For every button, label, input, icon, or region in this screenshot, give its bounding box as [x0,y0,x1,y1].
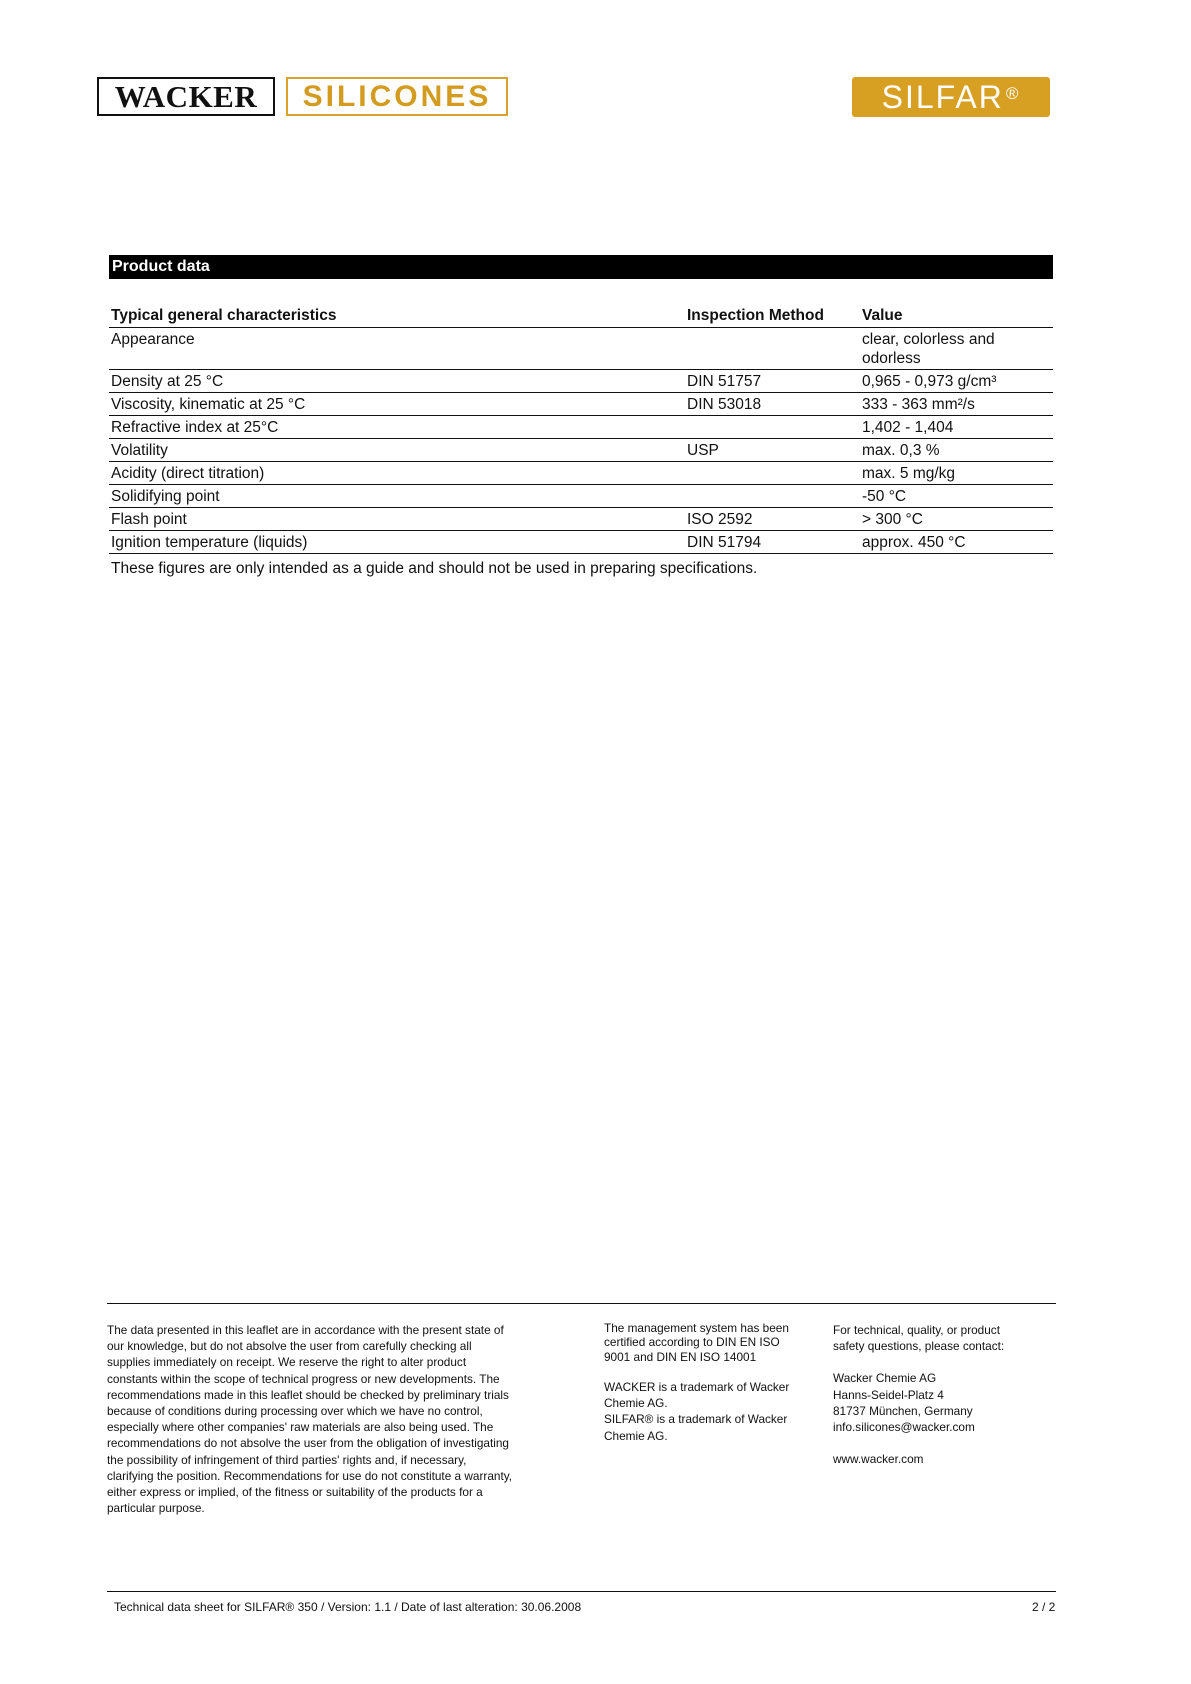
trademark-line: Chemie AG. [604,1396,668,1411]
cell-value: max. 0,3 % [860,439,1053,462]
table-row [109,462,1053,485]
header-value: Value [860,304,1053,328]
table-row [109,531,1053,554]
cell-characteristic: Flash point [109,508,685,531]
footer-divider-bottom [107,1591,1056,1592]
cell-method [685,462,860,485]
cell-characteristic: Appearance [109,328,685,370]
cell-value: 333 - 363 mm²/s [860,393,1053,416]
certification-line: The management system has been [604,1321,789,1335]
cell-value: approx. 450 °C [860,531,1053,554]
disclaimer-line: especially where other companies' raw materials are also being used. The [107,1420,494,1435]
silfar-logo-text: SILFAR [881,78,1004,115]
footer-contact [833,1322,1048,1467]
cell-characteristic: Solidifying point [109,485,685,508]
cell-characteristic: Volatility [109,439,685,462]
product-data-table [109,304,1053,554]
disclaimer-line: clarifying the position. Recommendations for use do not constitute a warranty, [107,1468,513,1483]
cell-characteristic: Viscosity, kinematic at 25 °C [109,393,685,416]
cell-method: DIN 51794 [685,531,860,554]
table-row [109,416,1053,439]
spacer [833,1435,1048,1451]
section-title: Product data [109,255,1053,279]
sheet-info: Technical data sheet for SILFAR® 350 / Version: 1.1 / Date of last alteration: 30.06.2008 [114,1600,582,1614]
spacer [833,1354,1048,1370]
contact-intro-line: For technical, quality, or product [833,1323,1000,1337]
cell-characteristic: Refractive index at 25°C [109,416,685,439]
cell-value: 1,402 - 1,404 [860,416,1053,439]
trademark-line: WACKER is a trademark of Wacker [604,1379,790,1394]
address-line: Hanns-Seidel-Platz 4 [833,1387,944,1402]
page-number: 2 / 2 [1032,1600,1056,1614]
cell-value: 0,965 - 0,973 g/cm³ [860,370,1053,393]
cell-value [860,328,1053,370]
silfar-registered-mark: ® [1005,84,1021,103]
cell-method: DIN 53018 [685,393,860,416]
spacer [604,1364,809,1379]
cell-value: max. 5 mg/kg [860,462,1053,485]
table-row [109,485,1053,508]
address-line: 81737 München, Germany [833,1403,973,1418]
cell-method [685,485,860,508]
disclaimer-line: either express or implied, of the fitness or suitability of the products for a [107,1485,483,1500]
footer-divider-top [107,1303,1056,1304]
disclaimer-line: constants within the scope of technical progress or new developments. The [107,1371,500,1386]
cell-characteristic: Density at 25 °C [109,370,685,393]
disclaimer-line: recommendations do not absolve the user from the obligation of investigating [107,1436,509,1451]
table-header-row [109,304,1053,328]
website-link[interactable]: www.wacker.com [833,1452,924,1467]
disclaimer-line: the possibility of infringement of third parties' rights and, if necessary, [107,1452,467,1467]
disclaimer-line: supplies immediately on receipt. We reserve the right to alter product [107,1355,467,1370]
cell-characteristic: Ignition temperature (liquids) [109,531,685,554]
cell-method [685,328,860,370]
table-row [109,328,1053,370]
footer-certification-trademarks [604,1321,809,1444]
disclaimer-line: particular purpose. [107,1501,205,1516]
cell-method: USP [685,439,860,462]
cell-characteristic: Acidity (direct titration) [109,462,685,485]
header-inspection-method: Inspection Method [685,304,860,328]
contact-email-link[interactable]: info.silicones@wacker.com [833,1420,975,1435]
cell-value-line: odorless [862,350,921,367]
table-row [109,393,1053,416]
cell-value: > 300 °C [860,508,1053,531]
disclaimer-line: The data presented in this leaflet are in accordance with the present state of [107,1323,504,1337]
certification-line: 9001 and DIN EN ISO 14001 [604,1349,757,1364]
certification-line: certified according to DIN EN ISO [604,1335,780,1350]
cell-method: ISO 2592 [685,508,860,531]
cell-value: -50 °C [860,485,1053,508]
cell-method: DIN 51757 [685,370,860,393]
wacker-logo: WACKER [97,77,275,116]
header-characteristic: Typical general characteristics [109,304,685,328]
table-row [109,508,1053,531]
trademark-line: SILFAR® is a trademark of Wacker [604,1412,788,1427]
disclaimer-line: recommendations made in this leaflet should be checked by preliminary trials [107,1387,509,1402]
guidance-note: These figures are only intended as a guide and should not be used in preparing specifications. [111,560,758,577]
silicones-logo: SILICONES [286,77,508,116]
table-row [109,439,1053,462]
trademark-line: Chemie AG. [604,1428,668,1443]
disclaimer-line: because of conditions during processing over which we have no control, [107,1404,483,1419]
cell-method [685,416,860,439]
address-line: Wacker Chemie AG [833,1371,937,1386]
disclaimer-line: our knowledge, but do not absolve the user from carefully checking all [107,1339,472,1354]
table-row [109,370,1053,393]
footer-disclaimer [107,1322,552,1516]
silfar-logo [852,77,1050,117]
contact-intro-line: safety questions, please contact: [833,1339,1005,1354]
cell-value-line: clear, colorless and [862,331,995,348]
